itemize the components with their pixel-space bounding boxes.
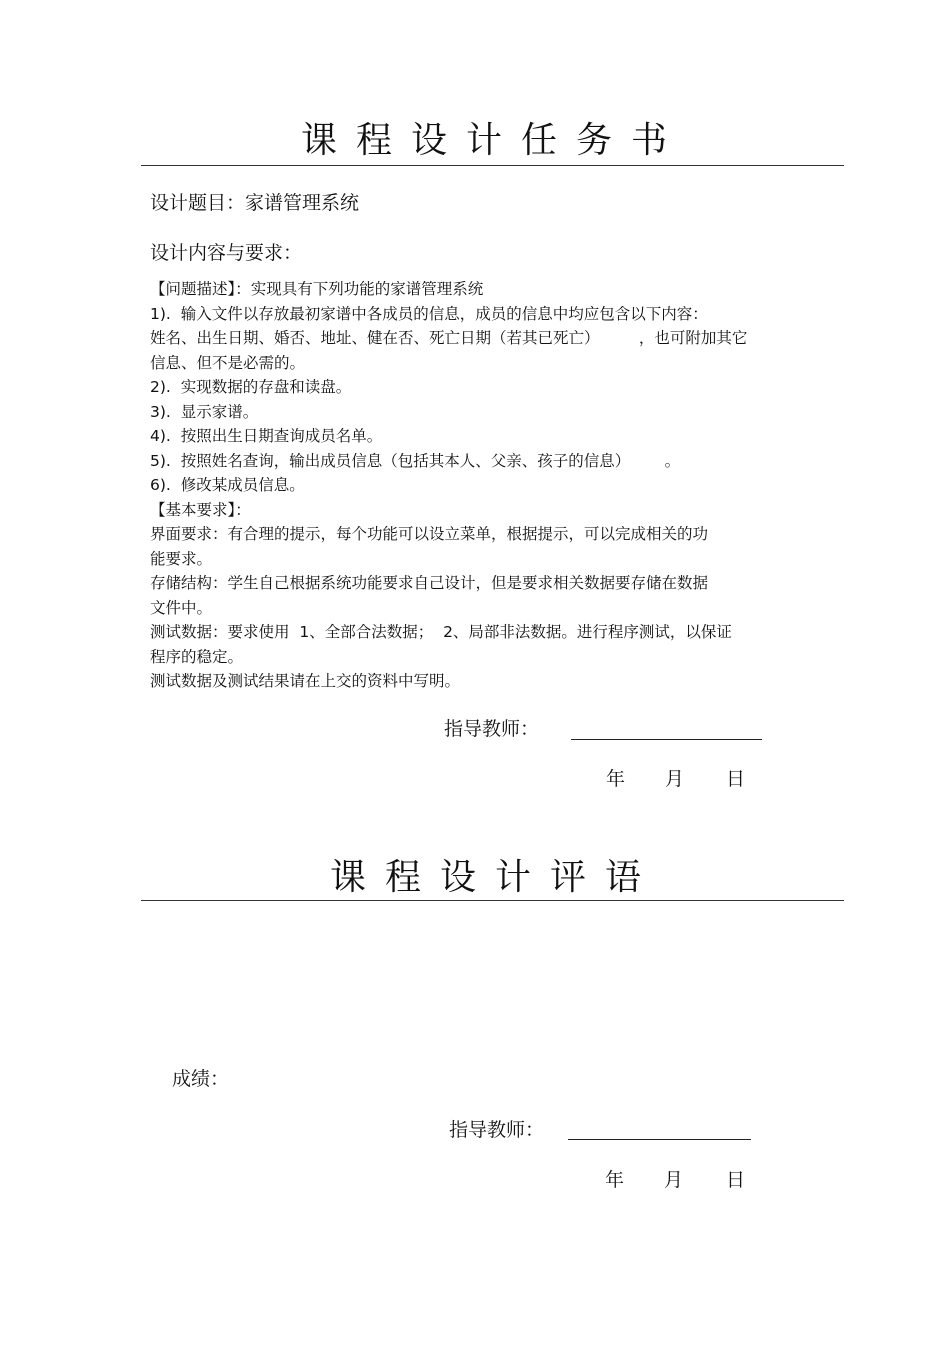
year-label: 年 — [606, 768, 626, 790]
text-line: 文件中。 — [150, 598, 213, 617]
review-title-rule — [141, 900, 844, 901]
text-line: 6). 修改某成员信息。 — [150, 476, 305, 494]
task-title-rule — [141, 165, 844, 166]
content-label: 设计内容与要求： — [150, 242, 303, 264]
task-teacher-label: 指导教师： — [444, 718, 540, 740]
text-line: 信息、但不是必需的。 — [150, 353, 306, 372]
text-line: 测试数据及测试结果请在上交的资料中写明。 — [150, 672, 461, 690]
text-line: 存储结构：学生自己根据系统功能要求自己设计，但是要求相关数据要存储在数据 — [150, 574, 709, 592]
task-title: 课程设计任务书 — [301, 120, 687, 161]
day-label: 日 — [726, 768, 746, 790]
text-line: 4). 按照出生日期查询成员名单。 — [150, 427, 383, 445]
text-line: 5). 按照姓名查询，输出成员信息（包括其本人、父亲、孩子的信息） 。 — [150, 451, 681, 470]
text-line: 程序的稳定。 — [150, 647, 244, 666]
review-teacher-signature-line — [568, 1122, 751, 1140]
requirements-text — [150, 277, 840, 694]
text-line: 1). 输入文件以存放最初家谱中各成员的信息，成员的信息中均应包含以下内容： — [150, 304, 708, 323]
text-line: 能要求。 — [150, 549, 213, 568]
year-label: 年 — [605, 1169, 625, 1191]
text-line: 界面要求：有合理的提示，每个功能可以设立菜单，根据提示，可以完成相关的功 — [150, 525, 709, 543]
month-label: 月 — [664, 1169, 684, 1191]
task-teacher-signature-line — [571, 722, 762, 740]
text-line: 3). 显示家谱。 — [150, 402, 259, 421]
grade-label: 成绩： — [172, 1068, 230, 1090]
text-line: 姓名、出生日期、婚否、地址、健在否、死亡日期（若其已死亡） ，也可附加其它 — [150, 329, 748, 347]
text-line: 2). 实现数据的存盘和读盘。 — [150, 378, 352, 396]
text-line: 测试数据：要求使用 1、全部合法数据； 2、局部非法数据。进行程序测试，以保证 — [150, 623, 732, 641]
day-label: 日 — [726, 1169, 746, 1191]
text-line: 【问题描述】：实现具有下列功能的家谱管理系统 — [150, 280, 484, 298]
text-line: 【基本要求】： — [150, 500, 251, 519]
month-label: 月 — [665, 768, 685, 790]
design-topic: 设计题目：家谱管理系统 — [150, 192, 360, 214]
review-teacher-label: 指导教师： — [449, 1119, 545, 1141]
review-title: 课程设计评语 — [330, 857, 661, 898]
